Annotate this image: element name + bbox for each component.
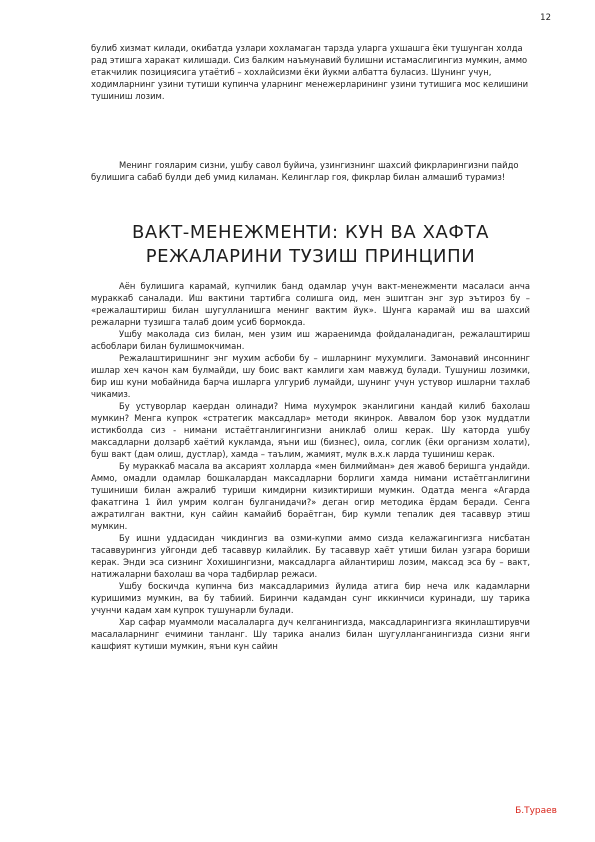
body-paragraph: Ушбу боскичда купинча биз максадларимиз йулида атига бир неча илк кадамларни куришимиз мумкин, ва бу табиий. Биринчи кадамдан сунг иккинчиси куринади, шу тарика учунчи кадам хам купрок тушунарли булади. [91, 581, 530, 615]
body-paragraph: Бу устуворлар каердан олинади? Нима мухумрок эканлигини кандай килиб бахолаш мумкин? Менга купрок «стратегик максадлар» методи якинрок. Аввалом бор узок муддатли истикболда сиз - нимани истаётганлигингизни аниклаб олиш керак. Шу каторда ушбу максадларни долзарб хаётий кукламда, яъни иш (бизнес), оила, соглик (ёки организм холати), буш вакт (дам олиш, дустлар), хамда – таълим, жамият, мулк в.х.к ларда тушиниш керак. [91, 401, 530, 459]
body-paragraph: Бу ишни уддасидан чикдингиз ва озми-купми аммо сизда келажагингизга нисбатан тасаввурингиз уйгонди деб тасаввур килайлик. Бу тасаввур хаёт утиши билан узгара бориши керак. Энди эса сизнинг Хохишингизни, максадларга айлантириш лозим, максад эса бу – вакт, натижаларни бахолаш ва чора тадбирлар режаси. [91, 533, 530, 579]
intro-paragraph: булиб хизмат килади, окибатда узлари хохламаган тарзда уларга ухшашга ёки тушунган холда рад этишга харакат килишади. Сиз балким наъмунавий булишни истамаслигингиз мумкин, аммо етакчилик позициясига утаётиб – хохлайсизми ёки йукми албатта буласиз. Шунинг учун, ходимларнинг узини тутиши купинча уларнинг менежерларининг узини тутишига мос келишини тушиниш лозим. [91, 43, 529, 101]
title-line-1: ВАКТ-МЕНЕЖМЕНТИ: КУН ВА ХАФТА [131, 222, 490, 243]
intro-section [91, 42, 530, 102]
page-number: 12 [540, 13, 551, 23]
author-signature: Б.Тураев [515, 806, 557, 816]
title-line-2: РЕЖАЛАРИНИ ТУЗИШ ПРИНЦИПИ [145, 246, 476, 267]
body-paragraph: Режалаштиришнинг энг мухим асбоби бу – ишларнинг мухумлиги. Замонавий инсоннинг ишлар хеч качон кам булмайди, шу боис вакт камлиги хам мавжуд булади. Тушуниш лозимки, бир иш куни мобайнида барча ишларга улгуриб лумайди, шунинг учун устувор ишларни тахлаб чикамиз. [91, 353, 530, 399]
article-title [91, 221, 530, 269]
quote-section [91, 159, 530, 183]
article-body [91, 280, 530, 652]
body-paragraph: Ушбу маколада сиз билан, мен узим иш жараенимда фойдаланадиган, режалаштириш асбоблари билан булишмокчиман. [91, 329, 530, 351]
quote-paragraph: Менинг гояларим сизни, ушбу савол буйича, узингизнинг шахсий фикрларингизни пайдо булишига сабаб булди деб умид киламан. Келинглар гоя, фикрлар билан алмашиб турамиз! [91, 160, 519, 182]
body-paragraph: Бу мураккаб масала ва аксарият холларда «мен билмийман» дея жавоб беришга ундайди. Аммо, омадли одамлар бошкалардан максадларни борлиги хамда нимани истаётганлигини тушиниши билан ажралиб туриши кимдирни кизиктириши мумкин. Одатда менга «Агарда факатгина 1 йил умрим колган булганидачи?» деган огир методика ёрдам беради. Сенга ажратилган вактни, кун сайин камайиб бораётган, бир кумли тепалик дея тасаввур этиш мумкин. [91, 461, 530, 531]
body-paragraph: Хар сафар муаммоли масалаларга дуч келганингизда, максадларингизга якинлаштирувчи масалаларнинг ечимини танланг. Шу тарика анализ билан шугулланганингизда сизни янги кашфият кутиши мумкин, яъни кун сайин [91, 617, 530, 651]
body-paragraph: Аён булишига карамай, купчилик банд одамлар учун вакт-менежменти масаласи анча мураккаб саналади. Иш вактини тартибга солишга оид, мен эшитган энг зур эътироз бу – «режалаштириш билан шугулланишга менинг вактим йук». Шунга карамай иш ва шахсий режаларни тузишга талаб доим усиб бормокда. [91, 281, 530, 327]
